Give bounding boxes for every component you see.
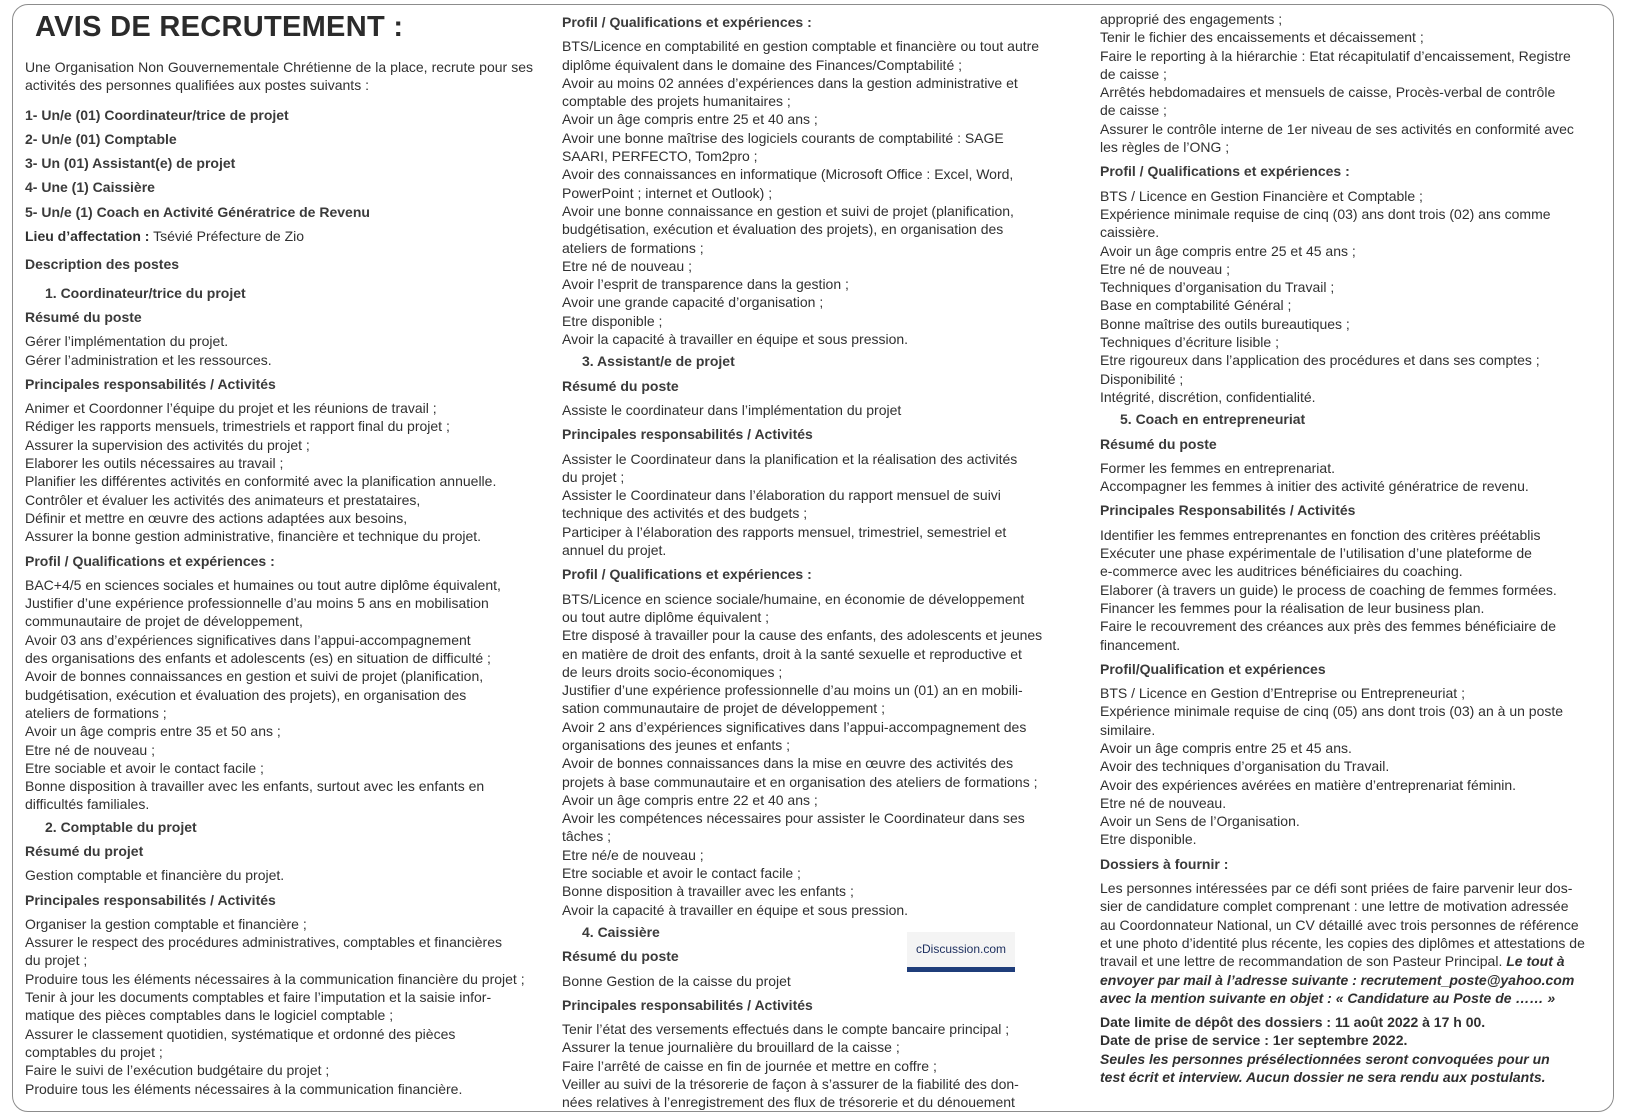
text-line: Elaborer (à travers un guide) le process de coaching de femmes formées. [1100,581,1557,598]
post5-resume [1100,459,1606,496]
text-line: Avoir une bonne connaissance en gestion et suivi de projet (planification, [562,202,1014,219]
text-line: projets à base communautaire et en organisation des ateliers de formations ; [562,773,1038,790]
text-line: et une photo d’identité plus récente, les copies des diplômes et attestations de [1100,934,1585,951]
dossiers-mail-line: avec la mention suivante en objet : « Candidature au Poste de …… » [1100,989,1556,1006]
text-line: similaire. [1100,721,1156,738]
text-line: Avoir un âge compris entre 25 et 45 ans ; [1100,242,1356,259]
text-line: Etre sociable et avoir le contact facile ; [562,865,801,882]
post3-resp-heading: Principales responsabilités / Activités [562,426,813,443]
text-line: en matière de droit des enfants, droit à la santé sexuelle et reproductive et [562,645,1022,662]
text-line: ou tout autre diplôme équivalent ; [562,608,770,625]
text-line: de caisse ; [1100,65,1167,82]
post4-title: 4. Caissière [582,923,660,940]
text-line: Arrêtés hebdomadaires et mensuels de caisse, Procès-verbal de contrôle [1100,84,1556,101]
text-line: Etre né de nouveau ; [25,741,155,758]
text-line: Base en comptabilité Général ; [1100,297,1292,314]
text-line: BAC+4/5 en sciences sociales et humaines ou tout autre diplôme équivalent, [25,576,501,593]
text-line: nées relatives à l’enregistrement des flux de trésorerie et du dénouement [562,1094,1015,1111]
text-line: Justifier d’une expérience professionnelle d’au moins un (01) an en mobili- [562,682,1023,699]
text-line: Financer les femmes pour la réalisation de leur business plan. [1100,599,1485,616]
column-1 [25,10,533,1098]
text-line: Etre sociable et avoir le contact facile ; [25,759,264,776]
text-line: Gestion comptable et financière du projet. [25,867,285,884]
text-line: Etre né/e de nouveau ; [562,846,704,863]
text-line: diplôme équivalent dans le domaine des Finances/Comptabilité ; [562,56,963,73]
post3-resume-heading: Résumé du poste [562,377,679,394]
column-3 [1100,10,1606,1086]
post2-resp-heading: Principales responsabilités / Activités [25,891,276,908]
post3-resp [562,450,1070,560]
post5-resume-heading: Résumé du poste [1100,435,1217,452]
post1-resp [25,399,533,545]
text-line: caissière. [1100,224,1160,241]
text-line: budgétisation, exécution et évaluation des projets), en organisation des [562,221,1004,238]
text-line: Tenir l’état des versements effectués dans le compte bancaire principal ; [562,1021,1010,1038]
note-line: test écrit et interview. Aucun dossier ne sera rendu aux postulants. [1100,1069,1546,1086]
post4-resp-heading: Principales responsabilités / Activités [562,996,813,1013]
text-line: du projet ; [562,468,625,485]
page-title: AVIS DE RECRUTEMENT : [35,11,404,43]
text-line: Former les femmes en entreprenariat. [1100,459,1335,476]
text-line: Faire le recouvrement des créances aux près des femmes bénéficiaire de [1100,618,1556,635]
text-line: au Coordonnateur National, un CV détaillé avec trois personnes de référence [1100,916,1579,933]
text-line: Etre rigoureux dans l’application des procédures et dans ses comptes ; [1100,352,1540,369]
text-line: Exécuter une phase expérimentale de l’utilisation d’une plateforme de [1100,545,1532,562]
post3-title: 3. Assistant/e de projet [582,353,735,370]
post1-resume [25,332,533,369]
text-line: Les personnes intéressées par ce défi sont priées de faire parvenir leur dos- [1100,880,1573,897]
watermark-logo: cDiscussion.com [907,932,1015,972]
text-line: Avoir de bonnes connaissances dans la mise en œuvre des activités des [562,755,1014,772]
text-line: Bonne disposition à travailler avec les enfants, surtout avec les enfants en [25,778,485,795]
text-line: Bonne Gestion de la caisse du projet [562,972,791,989]
text-line: Expérience minimale requise de cinq (05) ans dont trois (03) an à un poste [1100,703,1564,720]
text-line: Définir et mettre en œuvre des actions adaptées aux besoins, [25,509,408,526]
post2-resume [25,866,533,884]
text-line: Avoir une bonne maîtrise des logiciels courants de comptabilité : SAGE [562,129,1004,146]
text-line: du projet ; [25,952,88,969]
post1-profil-heading: Profil / Qualifications et expériences : [25,552,275,569]
poste-item: 2- Un/e (01) Comptable [25,130,177,147]
text-line: budgétisation, exécution et évaluation des projets), en organisation des [25,686,467,703]
text-line: sier de candidature complet comprenant : une lettre de motivation adressée [1100,898,1569,915]
text-line: Tenir à jour les documents comptables et faire l’imputation et la saisie infor- [25,989,492,1006]
text-line: sation communautaire de projet de développement ; [562,700,885,717]
dossiers-mail-line: envoyer par mail à l’adresse suivante : recrutement_poste@yahoo.com [1100,971,1575,988]
text-line: Accompagner les femmes à initier des activité génératrice de revenu. [1100,478,1529,495]
text-line: Disponibilité ; [1100,370,1184,387]
text-line: Gérer l’administration et les ressources. [25,351,272,368]
text-line: Etre né de nouveau ; [1100,260,1230,277]
text-line: les règles de l’ONG ; [1100,139,1230,156]
text-line: Assiste le coordinateur dans l’implémentation du projet [562,401,902,418]
text-line: Produire tous les éléments nécessaires à la communication financière du projet ; [25,970,525,987]
post2-profil [562,37,1070,348]
post4-profil [1100,187,1606,407]
text-line: Participer à l’élaboration des rapports mensuel, trimestriel, semestriel et [562,523,1007,540]
text-line: Identifier les femmes entreprenantes en fonction des critères préétablis [1100,526,1541,543]
text-line: Avoir une grande capacité d’organisation ; [562,294,824,311]
text-line: approprié des engagements ; [1100,11,1283,27]
text-line: Faire le suivi de l’exécution budgétaire du projet ; [25,1062,330,1079]
lieu-affectation: Lieu d’affectation : Tsévié Préfecture de Zio [25,228,305,245]
text-line: e-commerce avec les auditrices bénéficiaires du coaching. [1100,563,1463,580]
text-line: Assurer le classement quotidien, systématique et ordonné des pièces [25,1025,456,1042]
post4-resp-continued [1100,10,1606,156]
post2-profil-heading: Profil / Qualifications et expériences : [562,14,812,30]
poste-item: 1- Un/e (01) Coordinateur/trice de projet [25,106,289,123]
dossiers-last-line: travail et une lettre de recommandation de son Pasteur Principal. Le tout à [1100,953,1565,970]
text-line: Tenir le fichier des encaissements et décaissement ; [1100,29,1424,46]
post4-profil-heading: Profil / Qualifications et expériences : [1100,163,1350,180]
text-line: Avoir un âge compris entre 35 et 50 ans ; [25,723,281,740]
description-heading: Description des postes [25,256,180,273]
date-prise-service: Date de prise de service : 1er septembre 2022. [1100,1032,1408,1049]
text-line: Assister le Coordinateur dans l’élaboration du rapport mensuel de suivi [562,487,1001,504]
text-line: difficultés familiales. [25,796,150,813]
text-line: Organiser la gestion comptable et financière ; [25,915,307,932]
text-line: Avoir un âge compris entre 25 et 40 ans ; [562,111,818,128]
text-line: Faire le reporting à la hiérarchie : Etat récapitulatif d’encaissement, Registre [1100,47,1571,64]
text-line: Animer et Coordonner l’équipe du projet et les réunions de travail ; [25,400,437,417]
text-line: Avoir 2 ans d’expériences significatives dans l’appui-accompagnement des [562,718,1027,735]
text-line: Expérience minimale requise de cinq (03) ans dont trois (02) ans comme [1100,205,1551,222]
post5-resp-heading: Principales Responsabilités / Activités [1100,502,1356,519]
text-line: Veiller au suivi de la trésorerie de façon à s’assurer de la fiabilité des don- [562,1076,1019,1093]
text-line: Etre né de nouveau. [1100,794,1227,811]
text-line: Etre né de nouveau ; [562,257,692,274]
text-line: Avoir au moins 02 années d’expériences dans la gestion administrative et [562,74,1018,91]
text-line: Assister le Coordinateur dans la planification et la réalisation des activités [562,450,1018,467]
post5-resp [1100,526,1606,654]
text-line: tâches ; [562,828,612,845]
text-line: technique des activités et des budgets ; [562,505,808,522]
text-line: BTS / Licence en Gestion d’Entreprise ou Entrepreneuriat ; [1100,685,1465,702]
text-line: Etre disposé à travailler pour la cause des enfants, des adolescents et jeunes [562,627,1043,644]
post3-profil [562,590,1070,919]
text-line: financement. [1100,636,1181,653]
text-line: Rédiger les rapports mensuels, trimestriels et rapport final du projet ; [25,418,450,435]
post2-title: 2. Comptable du projet [45,818,197,835]
text-line: Avoir la capacité à travailler en équipe et sous pression. [562,901,909,918]
post1-resp-heading: Principales responsabilités / Activités [25,375,276,392]
post5-profil-heading: Profil/Qualification et expériences [1100,660,1326,677]
text-line: Assurer le contrôle interne de 1er niveau de ses activités en conformité avec [1100,120,1574,137]
text-line: Contrôler et évaluer les activités des animateurs et prestataires, [25,491,421,508]
text-line: Assurer la bonne gestion administrative, financière et technique du projet. [25,528,482,545]
text-line: Faire l’arrêté de caisse en fin de journée et mettre en coffre ; [562,1057,937,1074]
post4-resp [562,1020,1070,1111]
date-limite: Date limite de dépôt des dossiers : 11 août 2022 à 17 h 00. [1100,1014,1486,1031]
text-line: Avoir un âge compris entre 25 et 45 ans. [1100,739,1352,756]
text-line: Techniques d’organisation du Travail ; [1100,279,1335,296]
intro-text: Une Organisation Non Gouvernementale Chrétienne de la place, recrute pour ses activités des personnes qualifiées aux postes suivants : [25,59,533,94]
text-line: ateliers de formations ; [25,704,167,721]
text-line: Produire tous les éléments nécessaires à la communication financière. [25,1080,463,1097]
text-line: de leurs droits socio-économiques ; [562,663,783,680]
text-line: matique des pièces comptables dans le logiciel comptable ; [25,1007,394,1024]
post1-resume-heading: Résumé du poste [25,308,142,325]
text-line: Avoir un Sens de l’Organisation. [1100,813,1300,830]
post2-resp [25,915,533,1098]
text-line: Etre disponible. [1100,831,1197,848]
text-line: Avoir l’esprit de transparence dans la gestion ; [562,276,849,293]
post5-profil [1100,684,1606,849]
post1-profil [25,576,533,814]
post3-resume [562,401,1070,419]
text-line: Justifier d’une expérience professionnelle d’au moins 5 ans en mobilisation [25,595,489,612]
note-line: Seules les personnes présélectionnées seront convoquées pour un [1100,1050,1550,1067]
text-line: Techniques d’écriture lisible ; [1100,334,1279,351]
text-line: PowerPoint ; internet et Outlook) ; [562,184,773,201]
text-line: Avoir des connaissances en informatique (Microsoft Office : Excel, Word, [562,166,1014,183]
text-line: Avoir 03 ans d’expériences significatives dans l’appui-accompagnement [25,631,471,648]
text-line: communautaire de projet de développement, [25,613,303,630]
post4-resume-heading: Résumé du poste [562,948,679,965]
post4-resume [562,972,1070,990]
text-line: comptable des projets humanitaires ; [562,93,791,110]
text-line: Avoir un âge compris entre 22 et 40 ans ; [562,791,818,808]
text-line: Assurer le respect des procédures administratives, comptables et financières [25,934,502,951]
text-line: des organisations des enfants et adolescents (es) en situation de difficulté ; [25,650,491,667]
text-line: Assurer la supervision des activités du projet ; [25,436,310,453]
text-line: Bonne maîtrise des outils bureautiques ; [1100,315,1350,332]
dossiers-text [1100,879,1606,952]
text-line: comptables du projet ; [25,1043,163,1060]
text-line: Elaborer les outils nécessaires au travail ; [25,455,284,472]
text-line: SAARI, PERFECTO, Tom2pro ; [562,148,758,165]
text-line: Avoir de bonnes connaissances en gestion et suivi de projet (planification, [25,668,484,685]
text-line: de caisse ; [1100,102,1167,119]
text-line: Avoir des expériences avérées en matière d’entreprenariat féminin. [1100,776,1517,793]
text-line: ateliers de formations ; [562,239,704,256]
text-line: Avoir les compétences nécessaires pour assister le Coordinateur dans ses [562,810,1025,827]
text-line: Bonne disposition à travailler avec les enfants ; [562,883,854,900]
text-line: Intégrité, discrétion, confidentialité. [1100,388,1316,405]
post2-resume-heading: Résumé du projet [25,842,144,859]
text-line: organisations des jeunes et enfants ; [562,736,791,753]
poste-item: 5- Un/e (1) Coach en Activité Génératrice de Revenu [25,203,370,220]
text-line: Avoir la capacité à travailler en équipe et sous pression. [562,331,909,348]
text-line: BTS/Licence en science sociale/humaine, en économie de développement [562,590,1025,607]
dossiers-heading: Dossiers à fournir : [1100,855,1229,872]
text-line: annuel du projet. [562,542,667,559]
post5-title: 5. Coach en entrepreneuriat [1120,411,1306,428]
text-line: BTS/Licence en comptabilité en gestion comptable et financière ou tout autre [562,38,1040,55]
text-line: Planifier les différentes activités en conformité avec la planification annuelle. [25,473,497,490]
text-line: BTS / Licence en Gestion Financière et Comptable ; [1100,187,1423,204]
poste-item: 4- Une (1) Caissière [25,179,155,196]
post1-title: 1. Coordinateur/trice du projet [45,284,246,301]
text-line: Assurer la tenue journalière du brouillard de la caisse ; [562,1039,900,1056]
text-line: Gérer l’implémentation du projet. [25,333,229,350]
post3-profil-heading: Profil / Qualifications et expériences : [562,566,812,583]
text-line: Etre disponible ; [562,312,663,329]
text-line: Avoir des techniques d’organisation du Travail. [1100,758,1390,775]
poste-item: 3- Un (01) Assistant(e) de projet [25,155,236,172]
